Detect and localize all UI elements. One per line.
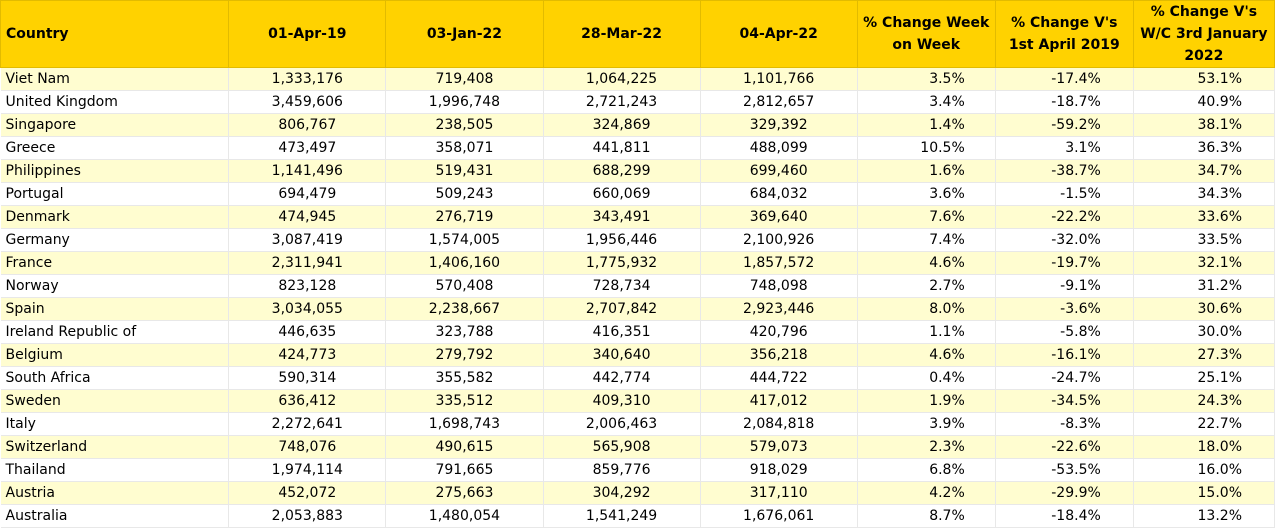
change-jan-2022-cell: 30.6% (1133, 298, 1274, 321)
apr-2022-cell: 579,073 (700, 436, 857, 459)
jan-2022-cell: 490,615 (386, 436, 543, 459)
table-row (1, 252, 1275, 275)
change-2019-cell: -18.4% (995, 505, 1133, 528)
mar-2022-cell: 859,776 (543, 459, 700, 482)
table-body (1, 68, 1275, 528)
mar-2022-cell: 1,541,249 (543, 505, 700, 528)
jan-2022-cell: 2,238,667 (386, 298, 543, 321)
jan-2022-cell: 719,408 (386, 68, 543, 91)
header-change-week-on-week: % Change Week on Week (857, 1, 995, 68)
apr-2019-cell: 823,128 (229, 275, 386, 298)
jan-2022-cell: 358,071 (386, 137, 543, 160)
header-apr-2019: 01-Apr-19 (229, 1, 386, 68)
apr-2022-cell: 488,099 (700, 137, 857, 160)
jan-2022-cell: 238,505 (386, 114, 543, 137)
jan-2022-cell: 279,792 (386, 344, 543, 367)
table-row (1, 298, 1275, 321)
table-row (1, 321, 1275, 344)
change-jan-2022-cell: 13.2% (1133, 505, 1274, 528)
jan-2022-cell: 1,698,743 (386, 413, 543, 436)
apr-2022-cell: 417,012 (700, 390, 857, 413)
country-cell: Austria (1, 482, 229, 505)
change-week-cell: 2.3% (857, 436, 995, 459)
change-jan-2022-cell: 22.7% (1133, 413, 1274, 436)
header-change-vs-jan-2022: % Change V's W/C 3rd January 2022 (1133, 1, 1274, 68)
change-week-cell: 4.2% (857, 482, 995, 505)
mar-2022-cell: 728,734 (543, 275, 700, 298)
apr-2022-cell: 2,100,926 (700, 229, 857, 252)
country-cell: Greece (1, 137, 229, 160)
change-2019-cell: -32.0% (995, 229, 1133, 252)
change-week-cell: 10.5% (857, 137, 995, 160)
change-week-cell: 4.6% (857, 344, 995, 367)
apr-2019-cell: 2,272,641 (229, 413, 386, 436)
change-jan-2022-cell: 25.1% (1133, 367, 1274, 390)
mar-2022-cell: 324,869 (543, 114, 700, 137)
jan-2022-cell: 570,408 (386, 275, 543, 298)
change-jan-2022-cell: 18.0% (1133, 436, 1274, 459)
jan-2022-cell: 1,996,748 (386, 91, 543, 114)
mar-2022-cell: 1,956,446 (543, 229, 700, 252)
apr-2019-cell: 636,412 (229, 390, 386, 413)
change-2019-cell: -5.8% (995, 321, 1133, 344)
table-row (1, 344, 1275, 367)
mar-2022-cell: 409,310 (543, 390, 700, 413)
jan-2022-cell: 335,512 (386, 390, 543, 413)
country-cell: South Africa (1, 367, 229, 390)
apr-2019-cell: 2,311,941 (229, 252, 386, 275)
apr-2022-cell: 329,392 (700, 114, 857, 137)
country-cell: Switzerland (1, 436, 229, 459)
change-jan-2022-cell: 40.9% (1133, 91, 1274, 114)
apr-2022-cell: 1,101,766 (700, 68, 857, 91)
mar-2022-cell: 442,774 (543, 367, 700, 390)
apr-2019-cell: 452,072 (229, 482, 386, 505)
apr-2022-cell: 918,029 (700, 459, 857, 482)
table-row (1, 183, 1275, 206)
apr-2019-cell: 1,974,114 (229, 459, 386, 482)
country-cell: United Kingdom (1, 91, 229, 114)
change-jan-2022-cell: 34.3% (1133, 183, 1274, 206)
jan-2022-cell: 1,480,054 (386, 505, 543, 528)
jan-2022-cell: 1,406,160 (386, 252, 543, 275)
apr-2022-cell: 369,640 (700, 206, 857, 229)
apr-2022-cell: 2,923,446 (700, 298, 857, 321)
apr-2019-cell: 3,459,606 (229, 91, 386, 114)
apr-2019-cell: 473,497 (229, 137, 386, 160)
jan-2022-cell: 276,719 (386, 206, 543, 229)
table-row (1, 275, 1275, 298)
apr-2019-cell: 1,333,176 (229, 68, 386, 91)
mar-2022-cell: 2,707,842 (543, 298, 700, 321)
change-2019-cell: -8.3% (995, 413, 1133, 436)
change-2019-cell: -34.5% (995, 390, 1133, 413)
mar-2022-cell: 688,299 (543, 160, 700, 183)
table-row (1, 505, 1275, 528)
change-2019-cell: -19.7% (995, 252, 1133, 275)
header-apr-2022: 04-Apr-22 (700, 1, 857, 68)
table-header (1, 1, 1275, 68)
apr-2022-cell: 420,796 (700, 321, 857, 344)
country-cell: Denmark (1, 206, 229, 229)
change-2019-cell: -9.1% (995, 275, 1133, 298)
change-week-cell: 3.4% (857, 91, 995, 114)
change-jan-2022-cell: 38.1% (1133, 114, 1274, 137)
table-row (1, 459, 1275, 482)
mar-2022-cell: 1,064,225 (543, 68, 700, 91)
change-week-cell: 1.4% (857, 114, 995, 137)
mar-2022-cell: 565,908 (543, 436, 700, 459)
change-2019-cell: -22.6% (995, 436, 1133, 459)
change-2019-cell: -18.7% (995, 91, 1133, 114)
apr-2022-cell: 684,032 (700, 183, 857, 206)
jan-2022-cell: 355,582 (386, 367, 543, 390)
change-week-cell: 3.6% (857, 183, 995, 206)
apr-2022-cell: 1,857,572 (700, 252, 857, 275)
country-cell: Philippines (1, 160, 229, 183)
apr-2022-cell: 699,460 (700, 160, 857, 183)
table-row (1, 413, 1275, 436)
mar-2022-cell: 2,721,243 (543, 91, 700, 114)
mar-2022-cell: 416,351 (543, 321, 700, 344)
change-2019-cell: -1.5% (995, 183, 1133, 206)
change-jan-2022-cell: 34.7% (1133, 160, 1274, 183)
change-week-cell: 1.6% (857, 160, 995, 183)
change-jan-2022-cell: 15.0% (1133, 482, 1274, 505)
change-week-cell: 0.4% (857, 367, 995, 390)
apr-2019-cell: 446,635 (229, 321, 386, 344)
table-row (1, 367, 1275, 390)
change-jan-2022-cell: 53.1% (1133, 68, 1274, 91)
change-week-cell: 1.9% (857, 390, 995, 413)
apr-2019-cell: 590,314 (229, 367, 386, 390)
change-week-cell: 1.1% (857, 321, 995, 344)
table-row (1, 91, 1275, 114)
apr-2022-cell: 317,110 (700, 482, 857, 505)
change-2019-cell: -24.7% (995, 367, 1133, 390)
table-row (1, 229, 1275, 252)
apr-2019-cell: 3,034,055 (229, 298, 386, 321)
country-cell: Norway (1, 275, 229, 298)
change-jan-2022-cell: 24.3% (1133, 390, 1274, 413)
table-row (1, 390, 1275, 413)
change-jan-2022-cell: 27.3% (1133, 344, 1274, 367)
country-cell: Spain (1, 298, 229, 321)
header-row (1, 1, 1275, 68)
change-2019-cell: -53.5% (995, 459, 1133, 482)
mar-2022-cell: 340,640 (543, 344, 700, 367)
apr-2019-cell: 2,053,883 (229, 505, 386, 528)
country-cell: France (1, 252, 229, 275)
country-cell: Belgium (1, 344, 229, 367)
apr-2019-cell: 694,479 (229, 183, 386, 206)
change-jan-2022-cell: 32.1% (1133, 252, 1274, 275)
apr-2019-cell: 748,076 (229, 436, 386, 459)
jan-2022-cell: 509,243 (386, 183, 543, 206)
apr-2022-cell: 748,098 (700, 275, 857, 298)
mar-2022-cell: 1,775,932 (543, 252, 700, 275)
table-row (1, 160, 1275, 183)
table-row (1, 137, 1275, 160)
change-2019-cell: -38.7% (995, 160, 1133, 183)
mar-2022-cell: 2,006,463 (543, 413, 700, 436)
change-week-cell: 4.6% (857, 252, 995, 275)
country-cell: Singapore (1, 114, 229, 137)
country-cell: Italy (1, 413, 229, 436)
apr-2022-cell: 1,676,061 (700, 505, 857, 528)
apr-2022-cell: 2,084,818 (700, 413, 857, 436)
apr-2022-cell: 444,722 (700, 367, 857, 390)
country-cell: Viet Nam (1, 68, 229, 91)
table-row (1, 436, 1275, 459)
change-2019-cell: -16.1% (995, 344, 1133, 367)
change-week-cell: 7.4% (857, 229, 995, 252)
apr-2022-cell: 2,812,657 (700, 91, 857, 114)
change-jan-2022-cell: 33.6% (1133, 206, 1274, 229)
change-2019-cell: -59.2% (995, 114, 1133, 137)
apr-2022-cell: 356,218 (700, 344, 857, 367)
jan-2022-cell: 323,788 (386, 321, 543, 344)
change-jan-2022-cell: 16.0% (1133, 459, 1274, 482)
table-row (1, 114, 1275, 137)
country-cell: Sweden (1, 390, 229, 413)
table-row (1, 206, 1275, 229)
jan-2022-cell: 791,665 (386, 459, 543, 482)
apr-2019-cell: 424,773 (229, 344, 386, 367)
apr-2019-cell: 474,945 (229, 206, 386, 229)
apr-2019-cell: 3,087,419 (229, 229, 386, 252)
country-cell: Australia (1, 505, 229, 528)
jan-2022-cell: 275,663 (386, 482, 543, 505)
mar-2022-cell: 343,491 (543, 206, 700, 229)
change-2019-cell: -3.6% (995, 298, 1133, 321)
country-cell: Thailand (1, 459, 229, 482)
mar-2022-cell: 660,069 (543, 183, 700, 206)
change-week-cell: 3.5% (857, 68, 995, 91)
change-2019-cell: -17.4% (995, 68, 1133, 91)
header-country: Country (1, 1, 229, 68)
table-row (1, 68, 1275, 91)
change-jan-2022-cell: 33.5% (1133, 229, 1274, 252)
header-jan-2022: 03-Jan-22 (386, 1, 543, 68)
change-week-cell: 6.8% (857, 459, 995, 482)
apr-2019-cell: 806,767 (229, 114, 386, 137)
change-2019-cell: -29.9% (995, 482, 1133, 505)
change-2019-cell: -22.2% (995, 206, 1133, 229)
header-change-vs-2019: % Change V's 1st April 2019 (995, 1, 1133, 68)
change-jan-2022-cell: 36.3% (1133, 137, 1274, 160)
change-jan-2022-cell: 30.0% (1133, 321, 1274, 344)
jan-2022-cell: 519,431 (386, 160, 543, 183)
header-mar-2022: 28-Mar-22 (543, 1, 700, 68)
change-week-cell: 7.6% (857, 206, 995, 229)
apr-2019-cell: 1,141,496 (229, 160, 386, 183)
change-week-cell: 8.0% (857, 298, 995, 321)
change-week-cell: 8.7% (857, 505, 995, 528)
change-week-cell: 3.9% (857, 413, 995, 436)
mar-2022-cell: 441,811 (543, 137, 700, 160)
table-row (1, 482, 1275, 505)
change-jan-2022-cell: 31.2% (1133, 275, 1274, 298)
jan-2022-cell: 1,574,005 (386, 229, 543, 252)
change-week-cell: 2.7% (857, 275, 995, 298)
country-cell: Portugal (1, 183, 229, 206)
mar-2022-cell: 304,292 (543, 482, 700, 505)
country-cell: Ireland Republic of (1, 321, 229, 344)
country-cell: Germany (1, 229, 229, 252)
change-2019-cell: 3.1% (995, 137, 1133, 160)
